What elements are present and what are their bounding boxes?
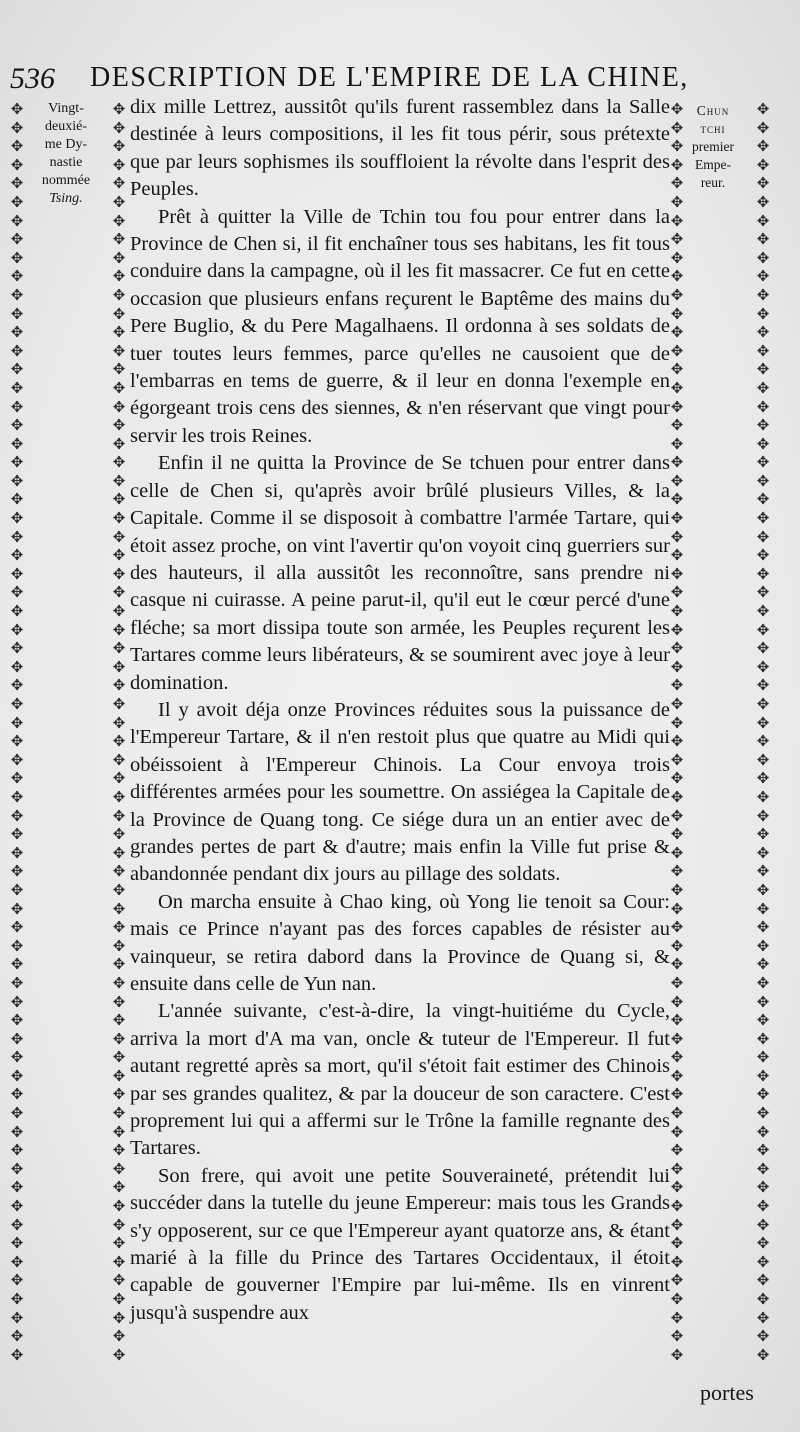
ornament-border-left-inner: ✥ ✥ ✥ ✥ ✥ ✥ ✥ ✥ ✥ ✥ ✥ ✥ ✥ ✥ ✥ ✥ ✥ ✥ ✥ ✥ ✥ ✥ ✥ ✥ ✥ ✥ ✥ ✥ ✥ ✥ ✥ ✥ ✥ ✥ ✥ ✥ ✥ ✥ ✥ ✥ ✥ ✥ ✥ ✥ ✥ ✥ ✥ ✥ ✥ ✥ ✥ ✥ ✥ ✥ ✥ ✥ ✥ ✥ ✥ ✥ ✥ ✥ ✥ ✥ ✥ ✥ ✥ ✥ (112, 100, 126, 1362)
paragraph: dix mille Lettrez, aussitôt qu'ils furent rassemblez dans la Salle destinée à leurs compositions, il les fit tous périr, sous prétexte que par leurs sophismes ils souffloient la révolte dans l'esprit des Peuples. (130, 96, 670, 201)
margin-note-dynasty (28, 100, 104, 208)
ornament-border-right-inner: ✥ ✥ ✥ ✥ ✥ ✥ ✥ ✥ ✥ ✥ ✥ ✥ ✥ ✥ ✥ ✥ ✥ ✥ ✥ ✥ ✥ ✥ ✥ ✥ ✥ ✥ ✥ ✥ ✥ ✥ ✥ ✥ ✥ ✥ ✥ ✥ ✥ ✥ ✥ ✥ ✥ ✥ ✥ ✥ ✥ ✥ ✥ ✥ ✥ ✥ ✥ ✥ ✥ ✥ ✥ ✥ ✥ ✥ ✥ ✥ ✥ ✥ ✥ ✥ ✥ ✥ ✥ ✥ (670, 100, 684, 1362)
paragraph: Il y avoit déja onze Provinces réduites sous la puissance de l'Empereur Tartare, & il n'en restoit plus que quatre au Midi qui obéissoient à l'Empereur Chinois. La Cour envoya trois différentes armées pour les soumettre. On assiégea la Capitale de la Province de Quang tong. Ce siége dura un an entier avec de grandes pertes de part & d'autre; mais enfin la Ville fut prise & abandonnée pendant dix jours au pillage des soldats. (130, 698, 670, 886)
margin-note-line: Vingt- (48, 101, 84, 116)
margin-note-line: nastie (49, 155, 83, 170)
ornament-border-left-outer: ✥ ✥ ✥ ✥ ✥ ✥ ✥ ✥ ✥ ✥ ✥ ✥ ✥ ✥ ✥ ✥ ✥ ✥ ✥ ✥ ✥ ✥ ✥ ✥ ✥ ✥ ✥ ✥ ✥ ✥ ✥ ✥ ✥ ✥ ✥ ✥ ✥ ✥ ✥ ✥ ✥ ✥ ✥ ✥ ✥ ✥ ✥ ✥ ✥ ✥ ✥ ✥ ✥ ✥ ✥ ✥ ✥ ✥ ✥ ✥ ✥ ✥ ✥ ✥ ✥ ✥ ✥ ✥ (10, 100, 24, 1362)
margin-note-line: premier (692, 139, 734, 154)
paragraph: On marcha ensuite à Chao king, où Yong lie tenoit sa Cour: mais ce Prince n'ayant pas des forces capables de résister au vainqueur, se retira dabord dans la Province de Quang si, & ensuite dans celle de Yun nan. (130, 890, 670, 995)
body-text (130, 94, 670, 1327)
catchword: portes (700, 1380, 754, 1405)
margin-note-emperor (680, 102, 746, 192)
margin-note-line: nommée (41, 173, 91, 188)
margin-note-line: deuxié- (45, 119, 87, 134)
page-number: 536 (10, 62, 55, 95)
ornament-border-right-outer: ✥ ✥ ✥ ✥ ✥ ✥ ✥ ✥ ✥ ✥ ✥ ✥ ✥ ✥ ✥ ✥ ✥ ✥ ✥ ✥ ✥ ✥ ✥ ✥ ✥ ✥ ✥ ✥ ✥ ✥ ✥ ✥ ✥ ✥ ✥ ✥ ✥ ✥ ✥ ✥ ✥ ✥ ✥ ✥ ✥ ✥ ✥ ✥ ✥ ✥ ✥ ✥ ✥ ✥ ✥ ✥ ✥ ✥ ✥ ✥ ✥ ✥ ✥ ✥ ✥ ✥ ✥ ✥ (756, 100, 770, 1362)
paragraph: Prêt à quitter la Ville de Tchin tou fou pour entrer dans la Province de Chen si, il fit enchaîner tous ses habitans, les fit tous conduire dans la campagne, où il les fit massacrer. Ce fut en cette occasion que plusieurs enfans reçurent le Baptême des mains du Pere Buglio, & du Pere Magalhaens. Il ordonna à ses soldats de tuer toutes leurs femmes, parce qu'elles ne causoient que de l'embarras en tems de guerre, & il leur en donna l'exemple en égorgeant trois cens des siennes, & n'en réservant que vingt pour servir les trois Reines. (130, 205, 670, 447)
margin-note-line: me Dy- (44, 137, 88, 152)
margin-note-line: Empe- (695, 157, 731, 172)
paragraph: Son frere, qui avoit une petite Souveraineté, prétendit lui succéder dans la tutelle du jeune Empereur: mais tous les Grands s'y opposerent, sur ce que l'Empereur ayant quatorze ans, & étant marié à la fille du Prince des Tartares Occidentaux, il étoit capable de gouverner l'Empire par lui-même. Ils en vinrent jusqu'à suspendre aux (130, 1164, 670, 1324)
margin-note-line: reur. (700, 175, 726, 190)
margin-note-line: tchi (700, 121, 726, 136)
running-title: DESCRIPTION DE L'EMPIRE DE LA CHINE, (90, 62, 689, 93)
margin-note-line: Chun (696, 103, 730, 118)
paragraph: Enfin il ne quitta la Province de Se tchuen pour entrer dans celle de Chen si, qu'après avoir brûlé plusieurs Villes, & la Capitale. Comme il se disposoit à combattre l'armée Tartare, qui étoit assez proche, on vint l'avertir qu'on voyoit cinq guerriers sur des hauteurs, il alla aussitôt les reconnoître, sans prendre ni casque ni cuirasse. A peine parut-il, qu'il eut le cœur percé d'une fléche; sa mort dissipa toute son armée, les Peuples reçurent les Tartares comme leurs libérateurs, & se soumirent avec joye à leur domination. (130, 452, 670, 694)
paragraph: L'année suivante, c'est-à-dire, la vingt-huitiéme du Cycle, arriva la mort d'A ma van, oncle & tuteur de l'Empereur. Il fut autant regretté après sa mort, qu'il s'étoit fait estimer des Chinois par ses grandes qualitez, & par la douceur de son caractere. C'est proprement lui qui a affermi sur le Trône la famille regnante des Tartares. (130, 1000, 670, 1160)
margin-note-line: Tsing. (49, 191, 83, 206)
